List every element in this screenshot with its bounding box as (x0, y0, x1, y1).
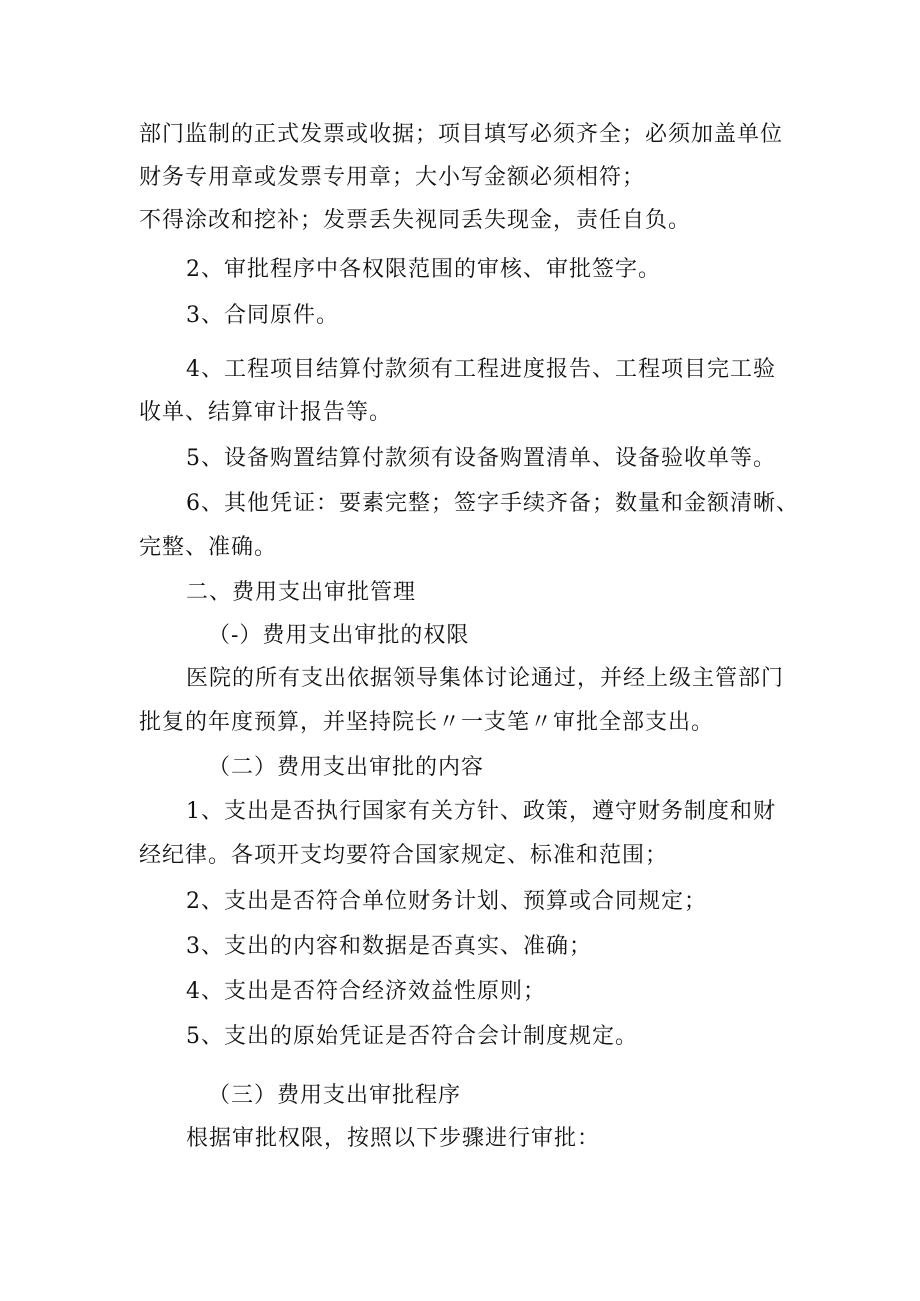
text-line: 3、支出的内容和数据是否真实、准确； (186, 934, 592, 959)
text-line: 收单、结算审计报告等。 (139, 400, 393, 425)
text-line: 2、审批程序中各权限范围的审核、审批签字。 (186, 257, 661, 282)
text-line: 经纪律。各项开支均要符合国家规定、标准和范围； (139, 843, 669, 868)
text-line: 5、支出的原始凭证是否符合会计制度规定。 (186, 1024, 638, 1049)
text-line: 3、合同原件。 (186, 303, 339, 328)
subsection-heading: （-）费用支出审批的权限 (208, 623, 470, 648)
text-line: 6、其他凭证：要素完整；签字手续齐备；数量和金额清晰、 (186, 491, 799, 516)
text-line: 4、工程项目结算付款须有工程进度报告、工程项目完工验 (186, 357, 776, 382)
text-line: 批复的年度预算，并坚持院长〃一支笔〃审批全部支出。 (139, 710, 715, 735)
subsection-heading: （三）费用支出审批程序 (208, 1083, 462, 1108)
text-line: 2、支出是否符合单位财务计划、预算或合同规定； (186, 889, 707, 914)
section-heading: 二、费用支出审批管理 (186, 580, 417, 605)
text-line: 根据审批权限，按照以下步骤进行审批： (186, 1126, 601, 1151)
text-line: 部门监制的正式发票或收据；项目填写必须齐全；必须加盖单位 (139, 122, 784, 147)
text-line: 财务专用章或发票专用章；大小写金额必须相符； (139, 165, 646, 190)
text-line: 不得涂改和挖补；发票丢失视同丢失现金，责任自负。 (139, 208, 692, 233)
text-line: 完整、准确。 (139, 535, 278, 560)
text-line: 4、支出是否符合经济效益性原则； (186, 979, 546, 1004)
subsection-heading: （二）费用支出审批的内容 (208, 755, 485, 780)
text-line: 医院的所有支出依据领导集体讨论通过，并经上级主管部门 (186, 666, 785, 691)
text-line: 1、支出是否执行国家有关方针、政策，遵守财务制度和财 (186, 799, 776, 824)
text-line: 5、设备购置结算付款须有设备购置清单、设备验收单等。 (186, 446, 776, 471)
